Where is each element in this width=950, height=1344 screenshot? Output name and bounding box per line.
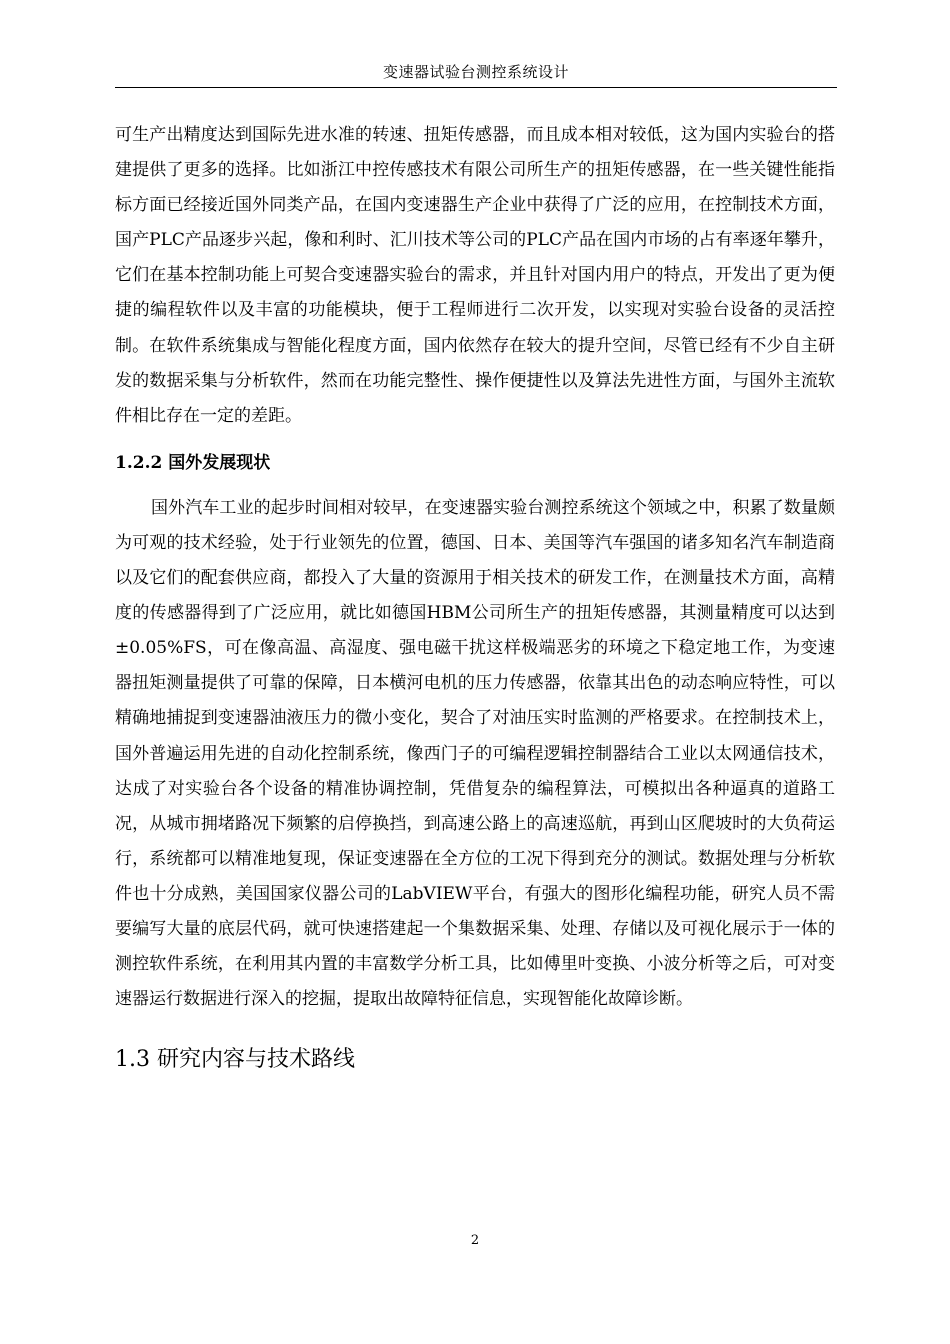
page-body	[115, 118, 835, 1076]
running-header: 变速器试验台测控系统设计	[382, 63, 569, 81]
body-paragraph-2: 国外汽车工业的起步时间相对较早，在变速器实验台测控系统这个领域之中，积累了数量颇为可观的技术经验，处于行业领先的位置，德国、日本、美国等汽车强国的诸多知名汽车制造商以及它们的配套供应商，都投入了大量的资源用于相关技术的研发工作，在测量技术方面，高精度的传感器得到了广泛应用，就比如德国HBM公司所生产的扭矩传感器，其测量精度可以达到±0.05%FS，可在像高温、高湿度、强电磁干扰这样极端恶劣的环境之下稳定地工作，为变速器扭矩测量提供了可靠的保障，日本横河电机的压力传感器，依靠其出色的动态响应特性，可以精确地捕捉到变速器油液压力的微小变化，契合了对油压实时监测的严格要求。在控制技术上，国外普遍运用先进的自动化控制系统，像西门子的可编程逻辑控制器结合工业以太网通信技术，达成了对实验台各个设备的精准协调控制，凭借复杂的编程算法，可模拟出各种逼真的道路工况，从城市拥堵路况下频繁的启停换挡，到高速公路上的高速巡航，再到山区爬坡时的大负荷运行，系统都可以精准地复现，保证变速器在全方位的工况下得到充分的测试。数据处理与分析软件也十分成熟，美国国家仪器公司的LabVIEW平台，有强大的图形化编程功能，研究人员不需要编写大量的底层代码，就可快速搭建起一个集数据采集、处理、存储以及可视化展示于一体的测控软件系统，在利用其内置的丰富数学分析工具，比如傅里叶变换、小波分析等之后，可对变速器运行数据进行深入的挖掘，提取出故障特征信息，实现智能化故障诊断。	[115, 497, 835, 1010]
subsection-heading: 1.2.2 国外发展现状	[115, 452, 271, 473]
page-number: 2	[470, 1233, 480, 1248]
body-paragraph-1: 可生产出精度达到国际先进水准的转速、扭矩传感器，而且成本相对较低，这为国内实验台的搭建提供了更多的选择。比如浙江中控传感技术有限公司所生产的扭矩传感器，在一些关键性能指标方面已经接近国外同类产品，在国内变速器生产企业中获得了广泛的应用，在控制技术方面，国产PLC产品逐步兴起，像和利时、汇川技术等公司的PLC产品在国内市场的占有率逐年攀升，它们在基本控制功能上可契合变速器实验台的需求，并且针对国内用户的特点，开发出了更为便捷的编程软件以及丰富的功能模块，便于工程师进行二次开发，以实现对实验台设备的灵活控制。在软件系统集成与智能化程度方面，国内依然存在较大的提升空间，尽管已经有不少自主研发的数据采集与分析软件，然而在功能完整性、操作便捷性以及算法先进性方面，与国外主流软件相比存在一定的差距。	[115, 125, 835, 426]
section-heading: 1.3 研究内容与技术路线	[115, 1047, 355, 1073]
header-rule	[115, 87, 837, 88]
